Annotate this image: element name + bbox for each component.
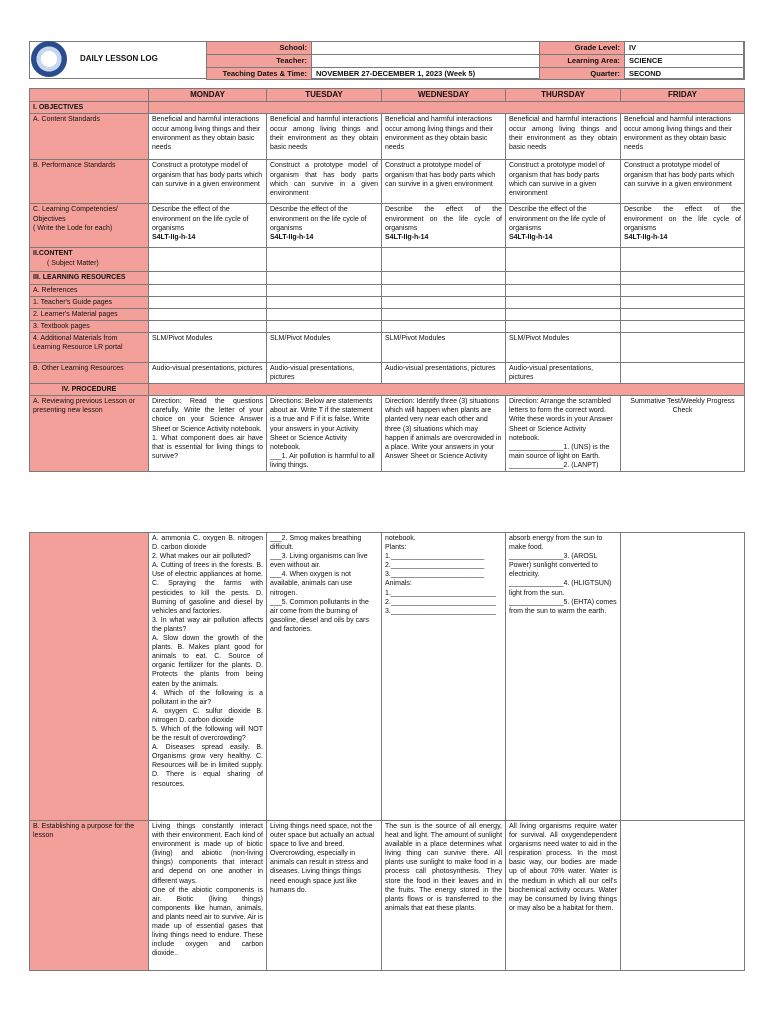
res-mon bbox=[149, 272, 267, 284]
competency-fri bbox=[621, 204, 745, 248]
content-fri bbox=[621, 248, 745, 272]
row-objectives: I. OBJECTIVES bbox=[30, 102, 149, 114]
school-value bbox=[312, 42, 540, 55]
content-std-tue: Beneficial and harmful interactions occur among living things and their environment as they obtain basic needs bbox=[267, 114, 382, 160]
ref-tue bbox=[267, 284, 382, 296]
objectives-band bbox=[149, 102, 745, 114]
purpose-mon: Living things constantly interact with their environment. Each kind of environment is made up of biotic (living) and abiotic (non-living things) components that interact and depend on one another in different ways. One of the abiotic components is air. Biotic (living things) components like human, animals, and plants need air to survive. Air is made up of essential gases that living things need to endure. These include oxygen and carbon dioxide.. bbox=[149, 821, 267, 971]
row-textbook: 3. Textbook pages bbox=[30, 320, 149, 332]
row-additional-materials: 4. Additional Materials from Learning Resource LR portal bbox=[30, 332, 149, 362]
lm-mon bbox=[149, 308, 267, 320]
teacher-label: Teacher: bbox=[207, 54, 312, 67]
review-fri: Summative Test/Weekly Progress Check bbox=[621, 396, 745, 472]
content-std-wed: Beneficial and harmful interactions occur among living things and their environment as they obtain basic needs bbox=[382, 114, 506, 160]
row-content bbox=[30, 248, 149, 272]
content-tue bbox=[267, 248, 382, 272]
competency-code: S4LT-IIg-h-14 bbox=[509, 233, 553, 241]
review-wed: Direction: Identify three (3) situations which will happen when plants are planted very near each other and three (3) situations which may happen if animals are overcrowded in a place. Write your answers in your Answer Sheet or Science Activity bbox=[382, 396, 506, 472]
tb-wed bbox=[382, 320, 506, 332]
teacher-value bbox=[312, 54, 540, 67]
ref-fri bbox=[621, 284, 745, 296]
row-competencies: C. Learning Competencies/ Objectives ( Write the Lode for each) bbox=[30, 204, 149, 248]
day-monday: MONDAY bbox=[149, 89, 267, 102]
row-review: A. Reviewing previous Lesson or presenting new lesson bbox=[30, 396, 149, 472]
perf-std-mon: Construct a prototype model of organism that has body parts which can survive in a given environment bbox=[149, 160, 267, 204]
content-mon bbox=[149, 248, 267, 272]
corner-cell bbox=[30, 89, 149, 102]
grade-label: Grade Level: bbox=[540, 42, 625, 55]
area-label: Learning Area: bbox=[540, 54, 625, 67]
other-tue: Audio-visual presentations, pictures bbox=[267, 362, 382, 383]
competency-tue bbox=[267, 204, 382, 248]
other-thu: Audio-visual presentations, pictures bbox=[506, 362, 621, 383]
review-wed-cont: notebook. Plants: 1.________________________ 2.________________________ 3.________________________ Animals: 1.___________________________ 2.___________________________ 3.___________________________ bbox=[382, 533, 506, 821]
review-thu: Direction: Arrange the scrambled letters to form the correct word. Write these words in your Answer Sheet or Science Activity notebook. ______________1. (UNS) is the main source of light on Earth. ______________2. (LANPT) bbox=[506, 396, 621, 472]
ref-wed bbox=[382, 284, 506, 296]
doc-title: DAILY LESSON LOG bbox=[80, 54, 158, 63]
purpose-tue: Living things need space, not the outer space but actually an actual space to live and breed. Overcrowding, especially in animals can result in stress and diseases. Living things things need enough space just like humans do. bbox=[267, 821, 382, 971]
other-mon: Audio-visual presentations, pictures bbox=[149, 362, 267, 383]
perf-std-tue: Construct a prototype model of organism that has body parts which can survive in a given environment bbox=[267, 160, 382, 204]
row-resources: III. LEARNING RESOURCES bbox=[30, 272, 149, 284]
tg-tue bbox=[267, 296, 382, 308]
review-fri-cont bbox=[621, 533, 745, 821]
row-teachers-guide: 1. Teacher's Guide pages bbox=[30, 296, 149, 308]
competency-code: S4LT-IIg-h-14 bbox=[624, 233, 668, 241]
res-fri bbox=[621, 272, 745, 284]
res-wed bbox=[382, 272, 506, 284]
lm-fri bbox=[621, 308, 745, 320]
review-tue: Directions: Below are statements about air. Write T if the statement is a true and F if it is false. Write your answers in your Activity Sheet or Science Activity notebook. ___1. Air pollution is harmful to all living things. bbox=[267, 396, 382, 472]
purpose-wed: The sun is the source of all energy, heat and light. The amount of sunlight available in a place determines what living thing can survive there. All plants use sunlight to make food in a process call photosynthesis. They store the food in their leaves and in the fruits. The energy stored in the plants flows or is transferred to the animals that eat these plants. bbox=[382, 821, 506, 971]
competency-wed bbox=[382, 204, 506, 248]
addmat-wed: SLM/Pivot Modules bbox=[382, 332, 506, 362]
lesson-table-page1 bbox=[29, 88, 745, 472]
tg-mon bbox=[149, 296, 267, 308]
day-thursday: THURSDAY bbox=[506, 89, 621, 102]
content-thu bbox=[506, 248, 621, 272]
row-procedure: IV. PROCEDURE bbox=[30, 384, 149, 396]
lm-wed bbox=[382, 308, 506, 320]
addmat-thu: SLM/Pivot Modules bbox=[506, 332, 621, 362]
lm-thu bbox=[506, 308, 621, 320]
purpose-thu: All living organisms require water for survival. All oxygendependent organisms need water to aid in the respiration process. In the most basic way, our bodies are made up of about 70% water. Water is the medium in which all our cell's biochemical activity occurs. Water may be consumed by living things or may also be a habitat for them. bbox=[506, 821, 621, 971]
addmat-mon: SLM/Pivot Modules bbox=[149, 332, 267, 362]
purpose-fri bbox=[621, 821, 745, 971]
competency-text: Describe the effect of the environment on the life cycle of organisms bbox=[270, 206, 367, 232]
other-fri bbox=[621, 362, 745, 383]
row-purpose: B. Establishing a purpose for the lesson bbox=[30, 821, 149, 971]
tb-tue bbox=[267, 320, 382, 332]
day-friday: FRIDAY bbox=[621, 89, 745, 102]
tg-wed bbox=[382, 296, 506, 308]
row-performance-standards: B. Performance Standards bbox=[30, 160, 149, 204]
addmat-fri bbox=[621, 332, 745, 362]
content-std-thu: Beneficial and harmful interactions occur among living things and their environment as they obtain basic needs bbox=[506, 114, 621, 160]
quarter-value: SECOND bbox=[625, 67, 745, 80]
competency-code: S4LT-IIg-h-14 bbox=[385, 233, 429, 241]
procedure-band bbox=[149, 384, 745, 396]
tg-fri bbox=[621, 296, 745, 308]
content-std-fri: Beneficial and harmful interactions occur among living things and their environment as they obtain basic needs bbox=[621, 114, 745, 160]
content-wed bbox=[382, 248, 506, 272]
competency-text: Describe the effect of the environment on the life cycle of organisms bbox=[509, 206, 606, 232]
competency-code: S4LT-IIg-h-14 bbox=[270, 233, 314, 241]
perf-std-fri: Construct a prototype model of organism that has body parts which can survive in a given environment bbox=[621, 160, 745, 204]
day-wednesday: WEDNESDAY bbox=[382, 89, 506, 102]
review-mon: Direction: Read the questions carefully. Write the letter of your choice on your Science Answer Sheet or Science Activity notebook. 1. What component does air have that is essential for living things to survive? bbox=[149, 396, 267, 472]
row-learners-material: 2. Learner's Material pages bbox=[30, 308, 149, 320]
row-other-resources: B. Other Learning Resources bbox=[30, 362, 149, 383]
content-label: II.CONTENT bbox=[33, 250, 73, 258]
res-tue bbox=[267, 272, 382, 284]
header-table bbox=[206, 41, 745, 80]
competency-code: S4LT-IIg-h-14 bbox=[152, 233, 196, 241]
content-sub-label: ( Subject Matter) bbox=[47, 259, 99, 267]
tb-thu bbox=[506, 320, 621, 332]
row-references: A. References bbox=[30, 284, 149, 296]
quarter-label: Quarter: bbox=[540, 67, 625, 80]
ref-mon bbox=[149, 284, 267, 296]
row-content-standards: A. Content Standards bbox=[30, 114, 149, 160]
tg-thu bbox=[506, 296, 621, 308]
dates-value: NOVEMBER 27-DECEMBER 1, 2023 (Week 5) bbox=[312, 67, 540, 80]
review-mon-cont: A. ammonia C. oxygen B. nitrogen D. carbon dioxide 2. What makes our air polluted? A. Cutting of trees in the forests. B. Use of electric appliances at home. C. Spraying the farms with pesticides to kill the pests. D. Burning of gasoline and diesel by vehicles and factories. 3. In what way air pollution affects the plants? A. Slow down the growth of the plants. B. Makes plant good for animals to eat. C. Source of organic fertilizer for the plants. D. Protects the plants from being eaten by the animals. 4. Which of the following is a pollutant in the air? A. oxygen C. sulfur dioxide B. nitrogen D. carbon dioxide 5. Which of the following will NOT be the result of overcrowding? A. Diseases spread easily. B. Organisms grow very healthy. C. Resources will be in limited supply. D. There is equal sharing of resources. bbox=[149, 533, 267, 821]
day-tuesday: TUESDAY bbox=[267, 89, 382, 102]
competency-thu bbox=[506, 204, 621, 248]
area-value: SCIENCE bbox=[625, 54, 745, 67]
school-label: School: bbox=[207, 42, 312, 55]
ref-thu bbox=[506, 284, 621, 296]
lesson-table-page2 bbox=[29, 532, 745, 971]
continued-label-cell bbox=[30, 533, 149, 821]
lm-tue bbox=[267, 308, 382, 320]
deped-seal-logo bbox=[31, 41, 67, 77]
tb-fri bbox=[621, 320, 745, 332]
addmat-tue: SLM/Pivot Modules bbox=[267, 332, 382, 362]
perf-std-wed: Construct a prototype model of organism that has body parts which can survive in a given environment bbox=[382, 160, 506, 204]
perf-std-thu: Construct a prototype model of organism that has body parts which can survive in a given environment bbox=[506, 160, 621, 204]
other-wed: Audio-visual presentations, pictures bbox=[382, 362, 506, 383]
competency-text: Describe the effect of the environment on the life cycle of organisms bbox=[624, 206, 741, 232]
review-tue-cont: ___2. Smog makes breathing difficult. ___3. Living organisms can live even without air. ___4. When oxygen is not available, animals can use nitrogen. ___5. Common pollutants in the air come from the burning of gasoline, diesel and oils by cars and factories. bbox=[267, 533, 382, 821]
competency-text: Describe the effect of the environment on the life cycle of organisms bbox=[152, 206, 249, 232]
tb-mon bbox=[149, 320, 267, 332]
competency-text: Describe the effect of the environment on the life cycle of organisms bbox=[385, 206, 502, 232]
res-thu bbox=[506, 272, 621, 284]
competency-mon bbox=[149, 204, 267, 248]
review-thu-cont: absorb energy from the sun to make food. ______________3. (AROSL Power) sunlight converted to electricity. ______________4. (HLIGTSUN) light from the sun. ______________5. (EHTA) comes from the sun to warm the earth. bbox=[506, 533, 621, 821]
grade-value: IV bbox=[625, 42, 745, 55]
dates-label: Teaching Dates & Time: bbox=[207, 67, 312, 80]
content-std-mon: Beneficial and harmful interactions occur among living things and their environment as they obtain basic needs bbox=[149, 114, 267, 160]
